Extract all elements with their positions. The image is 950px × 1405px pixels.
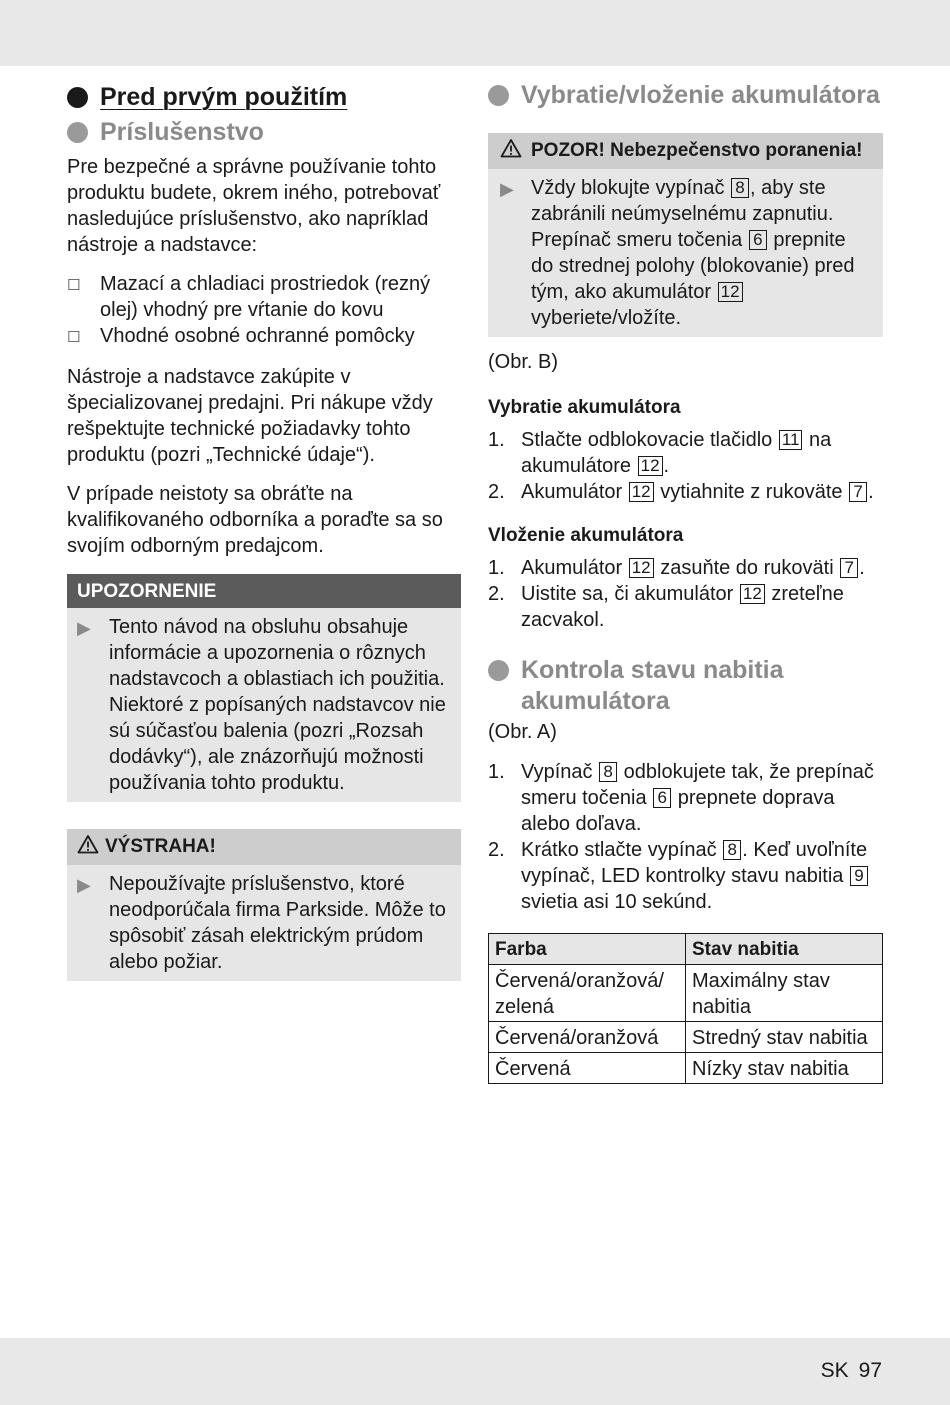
table-row (489, 1053, 883, 1084)
heading-text: Kontrola stavu nabitia akumulátora (521, 656, 784, 715)
warning-triangle-icon (77, 834, 105, 862)
table-cell: Červená (489, 1053, 686, 1084)
charge-status-table (488, 933, 883, 1084)
step-text: Akumulátor 12 zasuňte do rukoväti 7 . (521, 557, 865, 579)
arrow-right-icon: ▶ (77, 875, 91, 895)
caution-text: Vždy blokujte vypínač 8 , aby ste zabránili neúmyselnému zapnutiu. Prepínač smeru točenia 6 prepnite do strednej polohy (blokovanie) pred tým, ako akumulátor 12 vyberiete/vložíte. (531, 177, 855, 329)
list-item (488, 427, 883, 479)
page-number: 97 (858, 1359, 882, 1382)
paragraph-tools: Nástroje a nadstavce zakúpite v špecializovanej predajni. Pri nákupe vždy rešpektujte technické požiadavky tohto produktu (pozri „Technické údaje“). (67, 366, 433, 466)
step-text: Uistite sa, či akumulátor 12 zreteľne zacvakol. (521, 583, 844, 631)
caution-title: POZOR! Nebezpečenstvo poranenia! (531, 140, 863, 161)
column-header: Stav nabitia (686, 934, 883, 965)
list-item (488, 555, 883, 581)
warning-triangle-icon (498, 138, 531, 166)
list-item (488, 581, 883, 633)
bullet-dot-icon (488, 85, 509, 106)
notice-text: Tento návod na obsluhu obsahuje informácie a upozornenia o rôznych nadstavcoch a oblastiach ich použitia. Niektoré z popísaných nadstavcov nie sú súčasťou balenia (pozri „Rozsah dodávky“), ale znázorňujú možnosti používania tohto produktu. (109, 616, 446, 794)
warning-text: Nepoužívajte príslušenstvo, ktoré neodporúčala firma Parkside. Môže to spôsobiť zásah elektrickým prúdom alebo požiar. (109, 873, 446, 973)
section-heading-charge-check (488, 655, 883, 717)
heading-text: Pred prvým použitím (100, 83, 348, 111)
accessory-list (67, 271, 461, 351)
figure-reference-b: (Obr. B) (488, 351, 559, 373)
left-column (67, 80, 461, 981)
reference-number: 8 (723, 840, 741, 860)
table-cell: Stredný stav nabitia (686, 1022, 883, 1053)
bullet-dot-icon (67, 87, 88, 108)
list-item (67, 271, 461, 323)
arrow-right-icon: ▶ (77, 618, 91, 638)
table-header-row (489, 934, 883, 965)
heading-text: Príslušenstvo (100, 118, 264, 146)
checkbox-square-icon: ☐ (67, 329, 81, 346)
right-column (488, 80, 883, 1084)
bullet-dot-icon (67, 122, 88, 143)
step-number: 1. (488, 557, 505, 579)
table-cell: Červená/oranžová (489, 1022, 686, 1053)
caution-box (488, 133, 883, 337)
subheading-remove: Vybratie akumulátora (488, 397, 681, 418)
reference-number: 11 (779, 430, 803, 450)
bottom-band (0, 1338, 950, 1405)
reference-number: 8 (731, 178, 749, 198)
step-text: Akumulátor 12 vytiahnite z rukoväte 7 . (521, 481, 874, 503)
list-item (488, 479, 883, 505)
insert-steps (488, 555, 883, 633)
table-cell: Maximálny stav nabitia (686, 965, 883, 1022)
subheading-insert: Vloženie akumulátora (488, 525, 684, 546)
warning-title: VÝSTRAHA! (105, 836, 216, 857)
step-number: 2. (488, 583, 505, 605)
reference-number: 12 (740, 584, 765, 604)
reference-number: 12 (629, 558, 654, 578)
notice-box (67, 574, 461, 802)
column-header: Farba (489, 934, 686, 965)
reference-number: 12 (629, 482, 654, 502)
caution-header (488, 133, 883, 169)
reference-number: 6 (749, 230, 767, 250)
section-heading-accessories (67, 117, 461, 148)
bullet-dot-icon (488, 660, 509, 681)
figure-reference-a: (Obr. A) (488, 721, 557, 743)
step-number: 2. (488, 481, 505, 503)
step-text: Krátko stlačte vypínač 8 . Keď uvoľníte vypínač, LED kontrolky stavu nabitia 9 svietia asi 10 sekúnd. (521, 839, 868, 913)
arrow-right-icon: ▶ (500, 179, 514, 199)
table-row (489, 965, 883, 1022)
notice-title: UPOZORNENIE (67, 574, 461, 608)
caution-body (488, 169, 883, 337)
checkbox-square-icon: ☐ (67, 277, 81, 294)
table-row (489, 1022, 883, 1053)
heading-text: Vybratie/vloženie akumulátora (521, 81, 880, 109)
step-number: 1. (488, 429, 505, 451)
list-item (488, 837, 883, 915)
paragraph-uncertainty: V prípade neistoty sa obráťte na kvalifikovaného odborníka a poraďte sa so svojím odborným predajcom. (67, 483, 443, 557)
step-text: Stlačte odblokovacie tlačidlo 11 na akumulátore 12 . (521, 429, 832, 477)
page-footer (821, 1359, 882, 1383)
warning-box (67, 829, 461, 981)
reference-number: 12 (638, 456, 663, 476)
list-item-text: Vhodné osobné ochranné pomôcky (100, 325, 415, 347)
step-number: 1. (488, 761, 505, 783)
section-heading-before-first-use (67, 80, 461, 114)
step-text: Vypínač 8 odblokujete tak, že prepínač smeru točenia 6 prepnete doprava alebo doľava. (521, 761, 874, 835)
table-cell: Červená/oranžová/ zelená (489, 965, 686, 1022)
charge-steps (488, 759, 883, 915)
remove-steps (488, 427, 883, 505)
reference-number: 12 (718, 282, 743, 302)
intro-paragraph: Pre bezpečné a správne používanie tohto produktu budete, okrem iného, potrebovať nasledujúce príslušenstvo, ako napríklad nástroje a nadstavce: (67, 156, 441, 256)
reference-number: 7 (849, 482, 867, 502)
reference-number: 6 (653, 788, 671, 808)
step-number: 2. (488, 839, 505, 861)
warning-header (67, 829, 461, 865)
top-band (0, 0, 950, 66)
language-code: SK (820, 1359, 849, 1382)
warning-body (67, 865, 461, 981)
table-cell: Nízky stav nabitia (686, 1053, 883, 1084)
reference-number: 8 (599, 762, 617, 782)
list-item-text: Mazací a chladiaci prostriedok (rezný olej) vhodný pre vŕtanie do kovu (100, 273, 431, 321)
reference-number: 9 (850, 866, 868, 886)
list-item (67, 323, 461, 351)
notice-body (67, 608, 461, 802)
section-heading-remove-insert (488, 80, 883, 111)
reference-number: 7 (840, 558, 858, 578)
list-item (488, 759, 883, 837)
